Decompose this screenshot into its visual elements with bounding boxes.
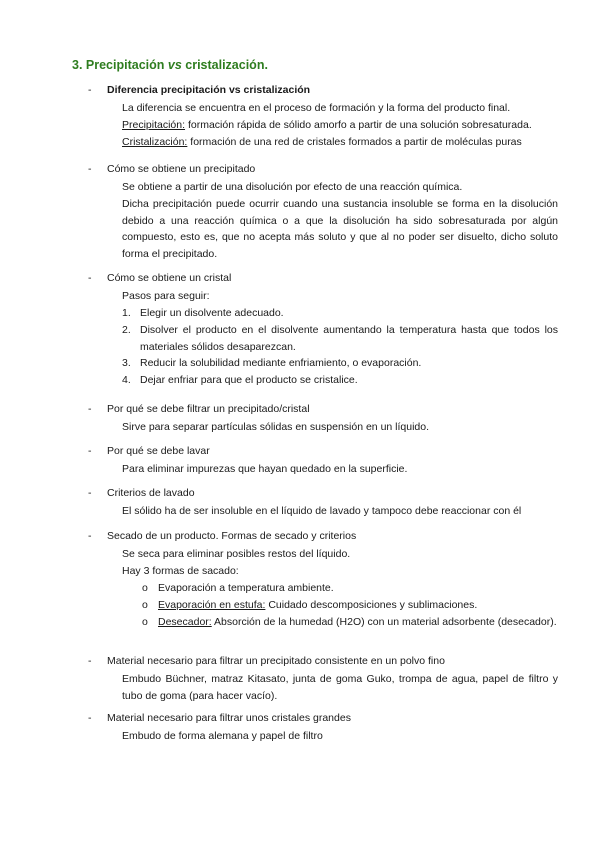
paragraph-line: Pasos para seguir: — [122, 290, 210, 302]
section-body — [122, 503, 558, 520]
bullet-dash: - — [88, 530, 92, 542]
step-number: 4. — [122, 374, 131, 387]
section-body — [122, 100, 558, 150]
section-heading: Material necesario para filtrar unos cristales grandes — [107, 712, 351, 724]
list-item — [122, 305, 558, 322]
section-body — [122, 728, 558, 745]
form-label: Evaporación en estufa: — [158, 598, 266, 611]
step-text: Reducir la solubilidad mediante enfriamiento, o evaporación. — [140, 357, 422, 370]
section-heading: Cómo se obtiene un precipitado — [107, 163, 256, 175]
paragraph-line: Sirve para separar partículas sólidas en suspensión en un líquido. — [122, 421, 430, 433]
definition-label: Cristalización: — [122, 135, 188, 148]
title-rest: cristalización. — [181, 58, 268, 72]
paragraph-line: Para eliminar impurezas que hayan quedado en la superficie. — [122, 463, 408, 475]
paragraph-line: Se seca para eliminar posibles restos del líquido. — [122, 548, 351, 560]
list-item — [122, 372, 558, 389]
bullet-dash: - — [88, 445, 92, 457]
section-body — [122, 419, 558, 436]
paragraph-line: Embudo de forma alemana y papel de filtro — [122, 730, 323, 742]
definition-text: formación rápida de sólido amorfo a partir de una solución sobresaturada. — [185, 118, 532, 131]
bullet-dash: - — [88, 84, 92, 96]
paragraph-line: El sólido ha de ser insoluble en el líquido de lavado y tampoco debe reaccionar con él — [122, 505, 522, 517]
bullet-dash: - — [88, 272, 92, 284]
list-item — [122, 322, 558, 356]
drying-forms-list — [142, 580, 558, 630]
definition-text: formación de una red de cristales formados a partir de moléculas puras — [187, 135, 522, 148]
list-item — [142, 580, 558, 597]
paragraph-line: Hay 3 formas de sacado: — [122, 564, 239, 577]
step-text: Disolver el producto en el disolvente aumentando la temperatura hasta que todos los materiales sólidos desaparezcan. — [140, 323, 558, 353]
definition-precipitacion — [122, 117, 558, 134]
section-heading: Diferencia precipitación vs cristalización — [107, 84, 311, 96]
section-heading: Cómo se obtiene un cristal — [107, 272, 232, 284]
sub-bullet-marker: o — [142, 598, 148, 611]
step-text: Dejar enfriar para que el producto se cristalice. — [140, 374, 358, 387]
title-number: 3. Precipitación — [72, 58, 168, 72]
section-heading: Por qué se debe filtrar un precipitado/cristal — [107, 403, 310, 415]
section-title — [72, 58, 268, 72]
section-body — [122, 461, 558, 478]
form-text: Evaporación a temperatura ambiente. — [158, 582, 334, 594]
form-text: Cuidado descomposiciones y sublimaciones. — [265, 598, 478, 611]
title-vs: vs — [167, 58, 182, 72]
step-number: 2. — [122, 323, 131, 336]
step-number: 3. — [122, 357, 131, 370]
section-heading: Secado de un producto. Formas de secado y criterios — [107, 530, 357, 542]
definition-label: Precipitación: — [122, 118, 186, 131]
form-text: Absorción de la humedad (H2O) con un material adsorbente (desecador). — [211, 615, 557, 628]
list-item — [142, 597, 558, 614]
section-body: Embudo Büchner, matraz Kitasato, junta de goma Guko, trompa de agua, papel de filtro y tubo de goma (para hacer vacío). — [122, 673, 558, 702]
paragraph: Dicha precipitación puede ocurrir cuando una sustancia insoluble se forma en la disolución debido a una reacción química o a que la disolución ha sido sobresaturada por algún compuesto, esto es, que no acepta más soluto y que al no poder ser disuelto, dicho soluto forma el precipitado. — [122, 197, 558, 261]
list-item — [142, 614, 558, 631]
step-number: 1. — [122, 307, 131, 319]
section-heading: Criterios de lavado — [107, 487, 195, 499]
bullet-dash: - — [88, 403, 92, 415]
sub-bullet-marker: o — [142, 582, 148, 594]
section-heading: Por qué se debe lavar — [107, 445, 210, 457]
section-heading: Material necesario para filtrar un precipitado consistente en un polvo fino — [107, 655, 445, 667]
bullet-dash: - — [88, 487, 92, 499]
list-item — [122, 355, 558, 372]
section-body — [122, 179, 558, 263]
bullet-dash: - — [88, 655, 92, 667]
bullet-dash: - — [88, 712, 92, 724]
form-label: Desecador: — [158, 615, 212, 628]
paragraph-line: Se obtiene a partir de una disolución por efecto de una reacción química. — [122, 181, 463, 193]
sub-bullet-marker: o — [142, 615, 148, 628]
step-text: Elegir un disolvente adecuado. — [140, 307, 284, 319]
section-intro — [122, 288, 558, 305]
section-body — [122, 546, 558, 580]
paragraph-line: La diferencia se encuentra en el proceso de formación y la forma del producto final. — [122, 102, 511, 114]
definition-cristalizacion — [122, 134, 558, 151]
steps-list — [122, 305, 558, 389]
bullet-dash: - — [88, 163, 92, 175]
